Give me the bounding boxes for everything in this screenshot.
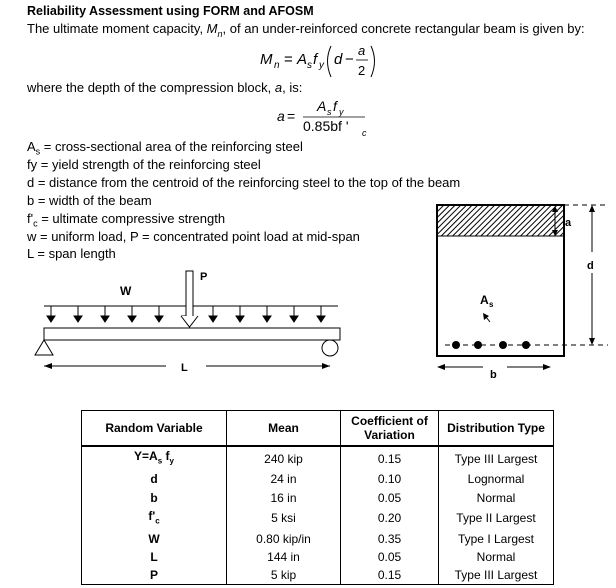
a-label: a [565,217,572,229]
def-fy: fy = yield strength of the reinforcing steel [27,157,261,172]
cell-mean: 5 ksi [227,507,341,530]
cell-variable: P [82,566,227,585]
cell-cov: 0.05 [341,548,439,566]
cell-variable: $Y=A_s$ $f_y$ [82,446,227,470]
beam-diagram [30,265,350,380]
eq2-num-f: f [333,98,337,114]
table-row [82,530,554,548]
compression-prefix: where the depth of the compression block, [27,80,275,95]
cell-variable: d [82,470,227,488]
def-as: $A_s$ = cross-sectional area of the reinforcing steel [27,139,303,157]
cell-distribution: Type III Largest [439,446,554,470]
d-label: d [587,260,594,272]
page-title: Reliability Assessment using FORM and AFOSM [27,4,314,18]
span-arrow-left [44,363,52,369]
cell-variable: $f'_c$ [82,507,227,530]
eq1-f-sub: y [319,60,324,71]
eq1-a: a [358,43,366,58]
def-l: L = span length [27,246,116,261]
intro-symbol: M [206,21,218,36]
intro-prefix: The ultimate moment capacity, [27,21,207,36]
as-label-sub: s [489,300,494,309]
cell-cov: 0.10 [341,470,439,488]
def-b: b = width of the beam [27,193,152,208]
eq1-left-paren [328,46,332,77]
table-row [82,548,554,566]
table-row [82,566,554,585]
compression-block [438,206,563,236]
intro-suffix: , of an under-reinforced concrete rectangular beam is given by: [222,21,585,36]
eq1-equals: = [284,51,293,68]
random-variable-table [81,410,554,585]
compression-text [27,80,302,95]
cell-distribution: Normal [439,548,554,566]
eq1-two: 2 [358,63,366,78]
header-mean: Mean [227,411,341,447]
cell-distribution: Type II Largest [439,507,554,530]
cell-cov: 0.15 [341,566,439,585]
eq1-d: d [334,51,343,68]
cell-variable: b [82,488,227,506]
table-row [82,507,554,530]
eq2-equals: = [287,108,296,124]
pin-support [35,340,53,355]
eq2-lhs: a [277,108,285,124]
table-row [82,470,554,488]
def-fc: $f'_c$ = ultimate compressive strength [27,211,226,229]
header-distribution: Distribution Type [439,411,554,447]
cell-variable: W [82,530,227,548]
cell-mean: 144 in [227,548,341,566]
eq1-f: f [313,51,318,68]
b-label: b [490,369,497,381]
span-arrow-right [322,363,330,369]
eq2-num-sub: s [327,107,332,117]
table-row [82,446,554,470]
table-row [82,488,554,506]
cell-distribution: Normal [439,488,554,506]
eq1-right-paren [371,46,375,77]
roller-support [322,340,338,356]
cell-mean: 24 in [227,470,341,488]
cell-variable: L [82,548,227,566]
header-random-variable: Random Variable [82,411,227,447]
eq1-lhs: M [260,51,273,68]
compression-suffix: , is: [282,80,303,95]
p-label: P [200,271,208,283]
eq2-num: A [317,98,327,114]
section-diagram [425,195,610,385]
def-w-p: w = uniform load, P = concentrated point load at mid-span [27,229,360,244]
l-label: L [181,362,188,374]
intro-symbol-sub: n [217,28,223,39]
as-label: A [480,293,489,307]
cell-mean: 16 in [227,488,341,506]
eq1-as-sub: s [307,60,312,71]
cell-cov: 0.05 [341,488,439,506]
def-d: d = distance from the centroid of the reinforcing steel to the top of the beam [27,175,461,190]
cell-distribution: Lognormal [439,470,554,488]
eq1-as: A [297,51,308,68]
eq2-den: 0.85bf ' [303,118,349,134]
w-label: W [120,284,132,298]
eq2-den-sub: c [362,128,367,138]
beam [44,328,340,340]
eq1-minus: − [345,51,354,68]
cell-distribution: Type I Largest [439,530,554,548]
cell-mean: 0.80 kip/in [227,530,341,548]
cell-distribution: Type III Largest [439,566,554,585]
cell-mean: 240 kip [227,446,341,470]
cell-cov: 0.20 [341,507,439,530]
cell-mean: 5 kip [227,566,341,585]
eq2-num-f-sub: y [339,107,344,117]
cell-cov: 0.15 [341,446,439,470]
eq1-lhs-sub: n [274,60,280,71]
compression-equation [272,96,372,142]
header-cov: Coefficient of Variation [341,411,439,447]
moment-equation [250,40,390,82]
cell-cov: 0.35 [341,530,439,548]
intro-text [27,21,585,40]
point-load-arrow [186,271,193,321]
point-load-arrowhead [181,316,198,327]
compression-var: a [274,80,283,95]
